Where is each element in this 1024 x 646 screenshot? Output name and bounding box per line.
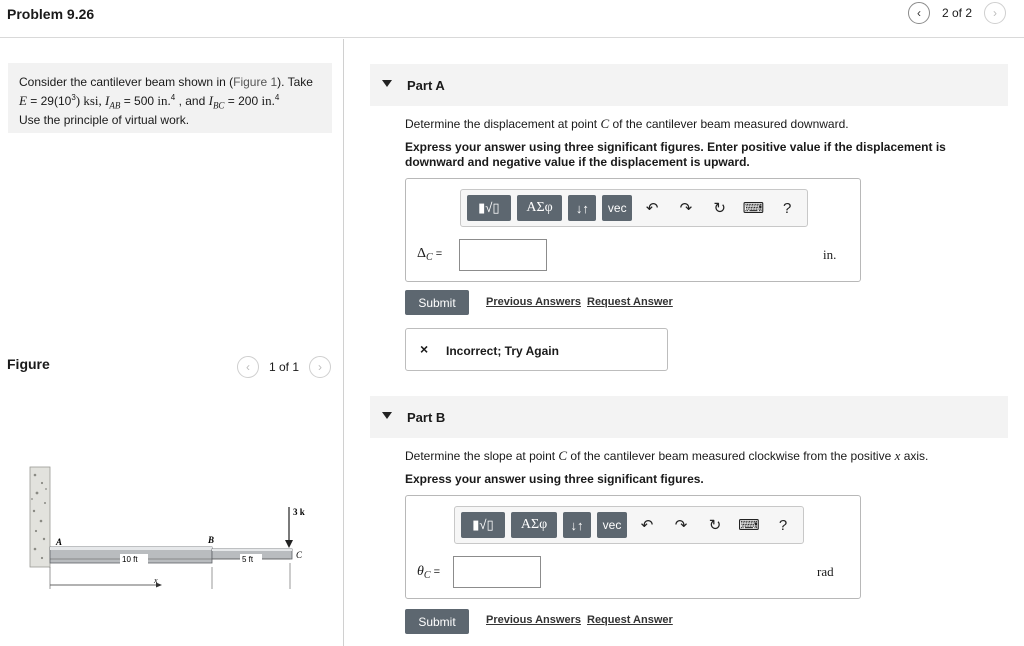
part-a-header[interactable]: [370, 64, 1008, 106]
problem-page-count: 2 of 2: [941, 6, 972, 20]
problem-line-2: $E = 29(10^3)$ ksi, $I_{AB} = 500$ in.$^4$ , and $I_{BC} = 200$ in.$^4$: [19, 93, 280, 111]
part-a-submit-button[interactable]: Submit: [405, 290, 469, 315]
redo-button[interactable]: [667, 512, 695, 538]
templates-button[interactable]: [467, 195, 511, 221]
subscript-button[interactable]: [563, 512, 591, 538]
part-b-answer-box: [405, 495, 861, 599]
subscript-icon: ↓↑: [575, 200, 589, 216]
part-a-math-toolbar: [460, 189, 808, 227]
figure-link[interactable]: Figure 1: [233, 75, 278, 89]
help-button[interactable]: [769, 512, 797, 538]
part-a-answer-box: [405, 178, 861, 282]
part-b-answer-input[interactable]: [453, 556, 541, 588]
vector-icon: vec: [602, 518, 622, 532]
help-icon: ?: [782, 199, 792, 217]
part-a-question: Determine the displacement at point C of the cantilever beam measured downward.: [405, 116, 849, 131]
figure-pager: [237, 356, 331, 378]
subscript-button[interactable]: [568, 195, 596, 221]
problem-line-3: Use the principle of virtual work.: [19, 113, 190, 128]
vector-button[interactable]: [602, 195, 632, 221]
chevron-left-icon: ‹: [246, 360, 250, 374]
prev-problem-button[interactable]: [908, 2, 930, 24]
part-a-answer-label: $\Delta_C$ =: [417, 246, 443, 263]
greek-icon: ΑΣφ: [520, 517, 548, 532]
undo-button[interactable]: [638, 195, 666, 221]
collapse-triangle-icon[interactable]: [382, 412, 392, 419]
help-button[interactable]: [773, 195, 801, 221]
vector-button[interactable]: [597, 512, 627, 538]
part-b-answer-label: $\theta_C$ =: [417, 564, 441, 581]
keyboard-icon: ⌨: [742, 200, 765, 217]
undo-icon: ↶: [645, 200, 659, 217]
feedback-message: Incorrect; Try Again: [446, 344, 559, 358]
undo-icon: ↶: [640, 517, 654, 534]
chevron-right-icon: ›: [318, 360, 323, 374]
load-arrowhead: [285, 540, 293, 548]
load-label: 3 k: [293, 507, 305, 517]
next-problem-button[interactable]: [984, 2, 1006, 24]
greek-icon: ΑΣφ: [526, 200, 553, 215]
part-a-label: Part A: [407, 78, 445, 93]
x-coordinate-label: x: [154, 576, 158, 585]
help-icon: ?: [778, 516, 788, 534]
vector-icon: vec: [607, 201, 627, 215]
keyboard-button[interactable]: [735, 512, 763, 538]
templates-icon: ▮√▯: [472, 517, 494, 532]
part-a-request-answer-link[interactable]: Request Answer: [587, 296, 673, 308]
chevron-left-icon: ‹: [916, 6, 921, 20]
next-figure-button[interactable]: [309, 356, 331, 378]
problem-statement: [8, 63, 332, 133]
part-b-submit-button[interactable]: Submit: [405, 609, 469, 634]
undo-button[interactable]: [633, 512, 661, 538]
collapse-triangle-icon[interactable]: [382, 80, 392, 87]
part-a-previous-answers-link[interactable]: Previous Answers: [486, 296, 581, 308]
reset-icon: ↻: [713, 200, 726, 217]
greek-button[interactable]: [511, 512, 557, 538]
reset-button[interactable]: [706, 195, 734, 221]
problem-header: [0, 0, 1024, 38]
part-a-instructions: Express your answer using three significant figures. Enter positive value if the displacement is downward and negative value if the displacement is upward.: [405, 140, 946, 169]
redo-icon: ↷: [674, 517, 688, 534]
figure-page-count: 1 of 1: [269, 360, 300, 374]
part-b-unit: rad: [817, 564, 834, 579]
redo-button[interactable]: [672, 195, 700, 221]
templates-icon: ▮√▯: [478, 200, 500, 215]
reset-icon: ↻: [708, 517, 722, 534]
problem-title: Problem 9.26: [7, 6, 95, 22]
problem-line-1: Consider the cantilever beam shown in (Figure 1). Take: [19, 75, 313, 89]
prev-figure-button[interactable]: [237, 356, 259, 378]
chevron-right-icon: ›: [993, 6, 997, 20]
subscript-icon: ↓↑: [570, 517, 584, 533]
keyboard-icon: ⌨: [738, 517, 760, 534]
part-a-unit: in.: [823, 247, 837, 262]
problem-pager: [908, 2, 1006, 24]
point-c-label: C: [296, 550, 303, 560]
part-b-header[interactable]: [370, 396, 1008, 438]
part-b-math-toolbar: [454, 506, 804, 544]
part-b-request-answer-link[interactable]: Request Answer: [587, 614, 673, 626]
part-b-previous-answers-link[interactable]: Previous Answers: [486, 614, 581, 626]
templates-button[interactable]: [461, 512, 505, 538]
figure-heading: Figure: [7, 356, 50, 372]
part-a-feedback: [405, 328, 668, 371]
dimension-bc-label: 5 ft: [242, 555, 254, 564]
point-b-label: B: [208, 535, 215, 545]
left-panel: [0, 39, 344, 646]
redo-icon: ↷: [679, 200, 693, 217]
part-b-label: Part B: [407, 410, 446, 425]
part-b-question: Determine the slope at point C of the cantilever beam measured clockwise from the positive x axis.: [405, 448, 929, 463]
part-a-answer-input[interactable]: [459, 239, 547, 271]
greek-button[interactable]: [517, 195, 563, 221]
point-a-label: A: [56, 537, 63, 547]
reset-button[interactable]: [701, 512, 729, 538]
incorrect-x-icon: ×: [420, 341, 429, 357]
dimension-lines: [26, 551, 306, 581]
part-b-instructions: Express your answer using three significant figures.: [405, 472, 704, 486]
keyboard-button[interactable]: [740, 195, 768, 221]
dimension-ab-label: 10 ft: [122, 555, 138, 564]
